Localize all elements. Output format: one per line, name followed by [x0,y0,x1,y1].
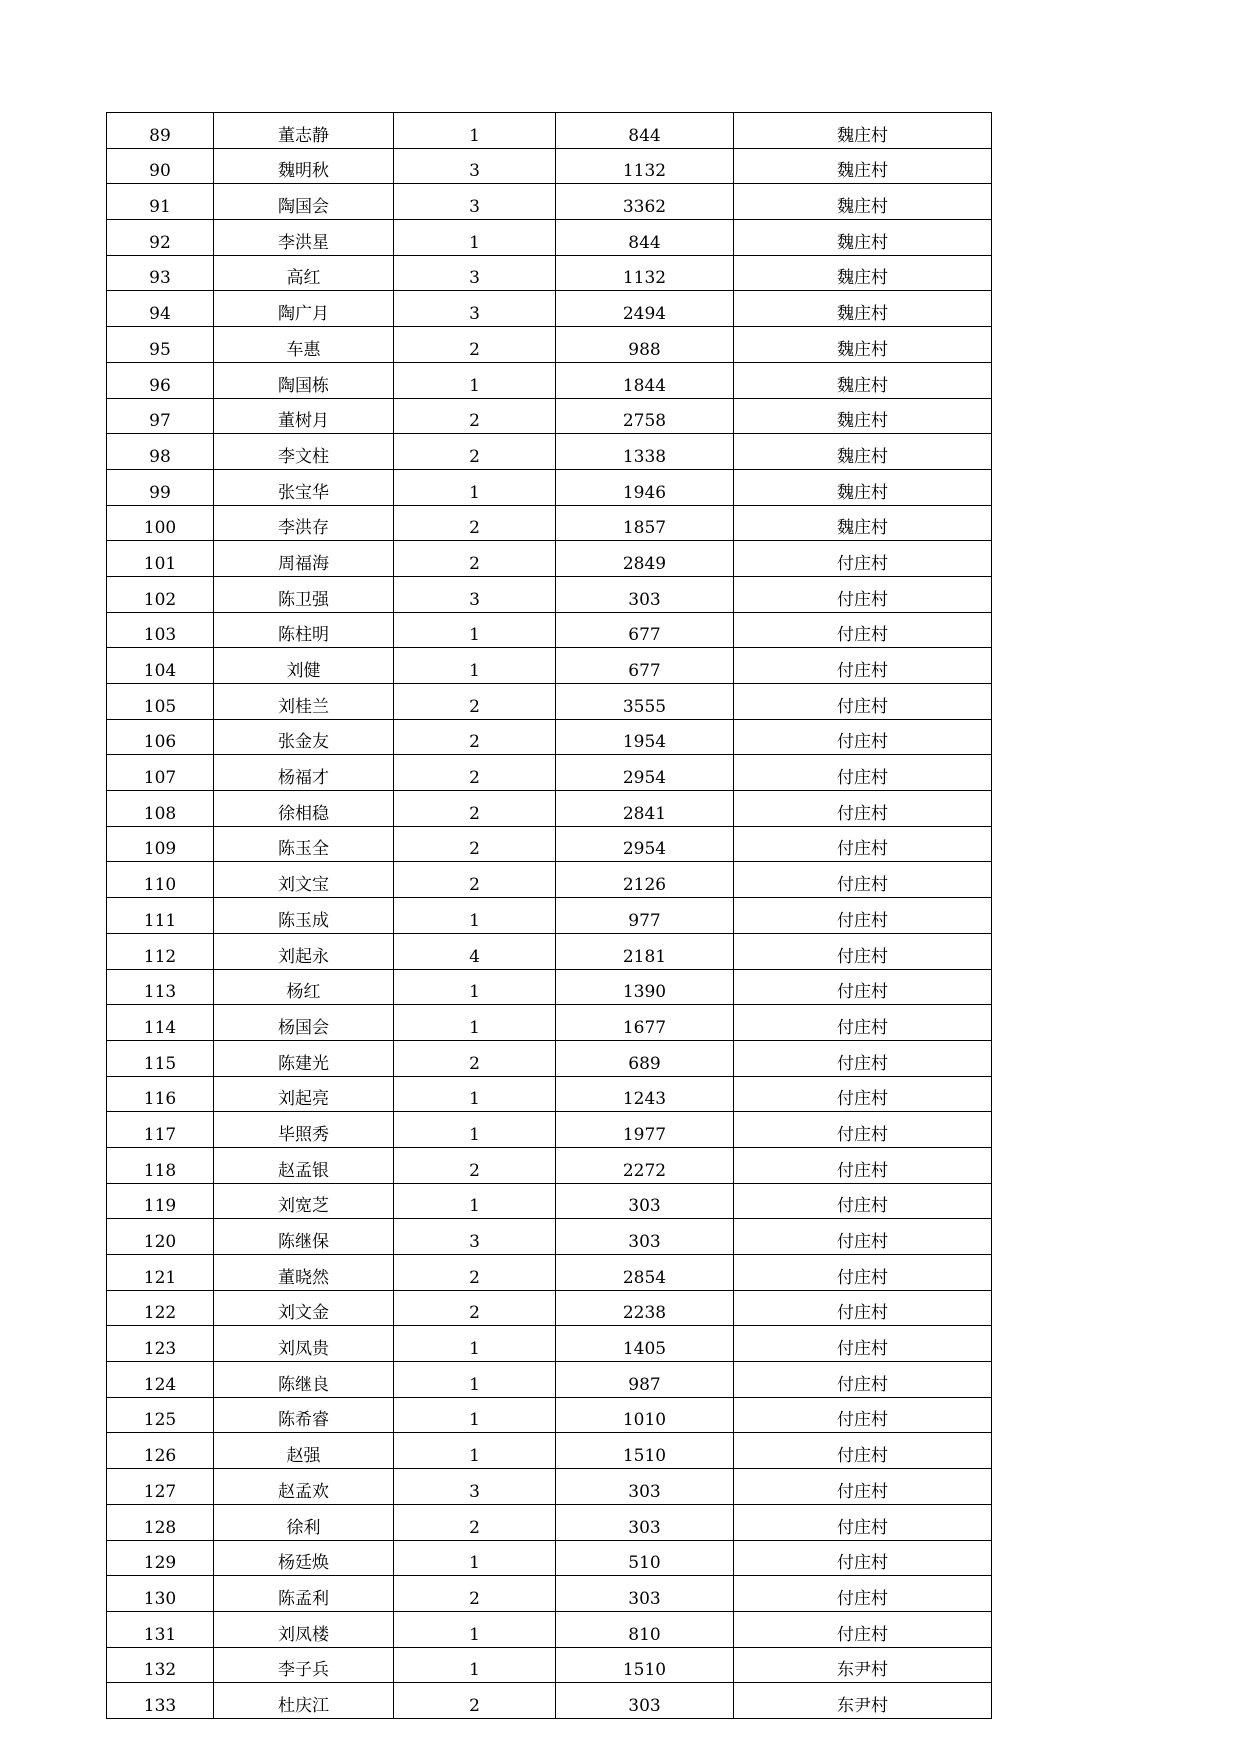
row-number-cell: 101 [107,541,214,577]
village-cell: 付庄村 [734,1290,992,1326]
count-cell: 1 [394,1076,556,1112]
count-cell: 2 [394,755,556,791]
name-cell: 陈玉成 [214,898,394,934]
name-cell: 陈玉全 [214,826,394,862]
name-cell: 刘文宝 [214,862,394,898]
row-number-cell: 91 [107,184,214,220]
village-cell: 魏庄村 [734,434,992,470]
village-cell: 付庄村 [734,1255,992,1291]
village-cell: 魏庄村 [734,255,992,291]
row-number-cell: 105 [107,684,214,720]
row-number-cell: 98 [107,434,214,470]
name-cell: 徐利 [214,1504,394,1540]
name-cell: 李文柱 [214,434,394,470]
name-cell: 刘宽芝 [214,1183,394,1219]
row-number-cell: 113 [107,969,214,1005]
name-cell: 赵孟欢 [214,1469,394,1505]
village-cell: 东尹村 [734,1647,992,1683]
amount-cell: 303 [556,1683,734,1719]
table-row [107,362,992,398]
table-row [107,1362,992,1398]
count-cell: 2 [394,1255,556,1291]
count-cell: 1 [394,1112,556,1148]
name-cell: 杨廷焕 [214,1540,394,1576]
name-cell: 陶国栋 [214,362,394,398]
table-row [107,184,992,220]
amount-cell: 1946 [556,469,734,505]
name-cell: 董志静 [214,113,394,149]
amount-cell: 1844 [556,362,734,398]
count-cell: 3 [394,1219,556,1255]
village-cell: 付庄村 [734,541,992,577]
village-cell: 付庄村 [734,755,992,791]
table-row [107,933,992,969]
amount-cell: 689 [556,1040,734,1076]
village-cell: 魏庄村 [734,362,992,398]
row-number-cell: 114 [107,1005,214,1041]
row-number-cell: 102 [107,576,214,612]
row-number-cell: 117 [107,1112,214,1148]
count-cell: 3 [394,184,556,220]
table-row [107,327,992,363]
row-number-cell: 92 [107,220,214,256]
count-cell: 2 [394,684,556,720]
amount-cell: 844 [556,113,734,149]
amount-cell: 2272 [556,1147,734,1183]
village-cell: 付庄村 [734,862,992,898]
amount-cell: 677 [556,612,734,648]
table-row [107,148,992,184]
count-cell: 1 [394,1540,556,1576]
count-cell: 2 [394,1504,556,1540]
table-row [107,612,992,648]
table-row [107,1576,992,1612]
village-cell: 付庄村 [734,1005,992,1041]
table-row [107,1005,992,1041]
amount-cell: 1405 [556,1326,734,1362]
count-cell: 2 [394,791,556,827]
village-cell: 魏庄村 [734,327,992,363]
name-cell: 毕照秀 [214,1112,394,1148]
table-row [107,1611,992,1647]
name-cell: 陈建光 [214,1040,394,1076]
amount-cell: 1132 [556,148,734,184]
village-cell: 付庄村 [734,1469,992,1505]
amount-cell: 2954 [556,826,734,862]
village-cell: 付庄村 [734,898,992,934]
name-cell: 赵强 [214,1433,394,1469]
count-cell: 1 [394,220,556,256]
row-number-cell: 90 [107,148,214,184]
village-cell: 付庄村 [734,791,992,827]
table-row [107,969,992,1005]
row-number-cell: 103 [107,612,214,648]
village-cell: 付庄村 [734,1397,992,1433]
row-number-cell: 95 [107,327,214,363]
row-number-cell: 96 [107,362,214,398]
amount-cell: 303 [556,1183,734,1219]
village-cell: 魏庄村 [734,291,992,327]
amount-cell: 2954 [556,755,734,791]
row-number-cell: 99 [107,469,214,505]
name-cell: 刘健 [214,648,394,684]
table-row [107,434,992,470]
name-cell: 杨红 [214,969,394,1005]
village-cell: 付庄村 [734,1433,992,1469]
amount-cell: 303 [556,1504,734,1540]
table-row [107,1504,992,1540]
amount-cell: 2849 [556,541,734,577]
name-cell: 刘起亮 [214,1076,394,1112]
amount-cell: 2841 [556,791,734,827]
amount-cell: 1857 [556,505,734,541]
row-number-cell: 123 [107,1326,214,1362]
name-cell: 李洪星 [214,220,394,256]
row-number-cell: 120 [107,1219,214,1255]
table-row [107,1647,992,1683]
amount-cell: 1677 [556,1005,734,1041]
village-cell: 魏庄村 [734,505,992,541]
amount-cell: 1243 [556,1076,734,1112]
amount-cell: 988 [556,327,734,363]
amount-cell: 1977 [556,1112,734,1148]
name-cell: 陈希睿 [214,1397,394,1433]
name-cell: 张宝华 [214,469,394,505]
count-cell: 1 [394,612,556,648]
village-cell: 付庄村 [734,1040,992,1076]
name-cell: 陈柱明 [214,612,394,648]
amount-cell: 1338 [556,434,734,470]
count-cell: 4 [394,933,556,969]
amount-cell: 510 [556,1540,734,1576]
village-cell: 付庄村 [734,1362,992,1398]
row-number-cell: 115 [107,1040,214,1076]
name-cell: 李子兵 [214,1647,394,1683]
village-cell: 付庄村 [734,1504,992,1540]
table-row [107,648,992,684]
table-row [107,1112,992,1148]
table-row [107,541,992,577]
row-number-cell: 125 [107,1397,214,1433]
count-cell: 1 [394,1362,556,1398]
row-number-cell: 121 [107,1255,214,1291]
data-table [106,112,992,1719]
table-row [107,291,992,327]
village-cell: 付庄村 [734,1540,992,1576]
table-row [107,826,992,862]
table-row [107,1076,992,1112]
row-number-cell: 116 [107,1076,214,1112]
village-cell: 付庄村 [734,969,992,1005]
amount-cell: 303 [556,1469,734,1505]
row-number-cell: 89 [107,113,214,149]
amount-cell: 844 [556,220,734,256]
row-number-cell: 131 [107,1611,214,1647]
village-cell: 魏庄村 [734,398,992,434]
count-cell: 3 [394,1469,556,1505]
amount-cell: 1390 [556,969,734,1005]
name-cell: 刘凤楼 [214,1611,394,1647]
village-cell: 付庄村 [734,719,992,755]
count-cell: 1 [394,1433,556,1469]
table-row [107,862,992,898]
name-cell: 董晓然 [214,1255,394,1291]
table-row [107,1290,992,1326]
row-number-cell: 111 [107,898,214,934]
table-row [107,1683,992,1719]
name-cell: 高红 [214,255,394,291]
village-cell: 付庄村 [734,684,992,720]
table-row [107,1469,992,1505]
village-cell: 付庄村 [734,648,992,684]
name-cell: 刘凤贵 [214,1326,394,1362]
count-cell: 1 [394,1005,556,1041]
name-cell: 杨福才 [214,755,394,791]
count-cell: 1 [394,113,556,149]
village-cell: 付庄村 [734,1076,992,1112]
count-cell: 2 [394,719,556,755]
row-number-cell: 108 [107,791,214,827]
name-cell: 杜庆江 [214,1683,394,1719]
count-cell: 2 [394,327,556,363]
count-cell: 1 [394,898,556,934]
count-cell: 2 [394,1040,556,1076]
amount-cell: 3362 [556,184,734,220]
row-number-cell: 112 [107,933,214,969]
count-cell: 3 [394,255,556,291]
village-cell: 付庄村 [734,1326,992,1362]
name-cell: 车惠 [214,327,394,363]
name-cell: 陶国会 [214,184,394,220]
count-cell: 2 [394,1683,556,1719]
village-cell: 魏庄村 [734,220,992,256]
count-cell: 1 [394,1183,556,1219]
count-cell: 2 [394,1147,556,1183]
name-cell: 刘起永 [214,933,394,969]
count-cell: 2 [394,1290,556,1326]
table-row [107,1397,992,1433]
village-cell: 魏庄村 [734,148,992,184]
row-number-cell: 122 [107,1290,214,1326]
name-cell: 刘桂兰 [214,684,394,720]
row-number-cell: 129 [107,1540,214,1576]
village-cell: 付庄村 [734,1183,992,1219]
village-cell: 东尹村 [734,1683,992,1719]
count-cell: 2 [394,862,556,898]
table-row [107,791,992,827]
name-cell: 周福海 [214,541,394,577]
table-row [107,255,992,291]
count-cell: 3 [394,148,556,184]
count-cell: 1 [394,1647,556,1683]
village-cell: 魏庄村 [734,184,992,220]
count-cell: 1 [394,1326,556,1362]
amount-cell: 987 [556,1362,734,1398]
village-cell: 付庄村 [734,1219,992,1255]
count-cell: 3 [394,291,556,327]
village-cell: 付庄村 [734,1611,992,1647]
village-cell: 付庄村 [734,1147,992,1183]
row-number-cell: 130 [107,1576,214,1612]
amount-cell: 1954 [556,719,734,755]
amount-cell: 2181 [556,933,734,969]
table-row [107,505,992,541]
table-row [107,113,992,149]
amount-cell: 2854 [556,1255,734,1291]
name-cell: 董树月 [214,398,394,434]
count-cell: 2 [394,1576,556,1612]
table-row [107,898,992,934]
row-number-cell: 100 [107,505,214,541]
table-row [107,576,992,612]
row-number-cell: 109 [107,826,214,862]
table-row [107,1219,992,1255]
table-row [107,220,992,256]
count-cell: 1 [394,648,556,684]
name-cell: 陈继保 [214,1219,394,1255]
village-cell: 付庄村 [734,576,992,612]
table-row [107,1147,992,1183]
table-row [107,1326,992,1362]
row-number-cell: 118 [107,1147,214,1183]
village-cell: 付庄村 [734,1112,992,1148]
row-number-cell: 106 [107,719,214,755]
name-cell: 陈孟利 [214,1576,394,1612]
village-cell: 付庄村 [734,933,992,969]
amount-cell: 810 [556,1611,734,1647]
table-row [107,1255,992,1291]
count-cell: 1 [394,969,556,1005]
table-row [107,719,992,755]
count-cell: 2 [394,434,556,470]
row-number-cell: 110 [107,862,214,898]
count-cell: 2 [394,826,556,862]
village-cell: 付庄村 [734,1576,992,1612]
row-number-cell: 93 [107,255,214,291]
village-cell: 付庄村 [734,826,992,862]
row-number-cell: 127 [107,1469,214,1505]
row-number-cell: 124 [107,1362,214,1398]
name-cell: 杨国会 [214,1005,394,1041]
name-cell: 张金友 [214,719,394,755]
village-cell: 魏庄村 [734,469,992,505]
amount-cell: 977 [556,898,734,934]
name-cell: 陈继良 [214,1362,394,1398]
name-cell: 徐相稳 [214,791,394,827]
amount-cell: 1510 [556,1433,734,1469]
name-cell: 赵孟银 [214,1147,394,1183]
amount-cell: 303 [556,1576,734,1612]
amount-cell: 2758 [556,398,734,434]
table-row [107,398,992,434]
row-number-cell: 128 [107,1504,214,1540]
table-row [107,755,992,791]
name-cell: 李洪存 [214,505,394,541]
table-row [107,1540,992,1576]
table-body [107,113,992,1719]
count-cell: 2 [394,541,556,577]
village-cell: 魏庄村 [734,113,992,149]
count-cell: 1 [394,1397,556,1433]
amount-cell: 2126 [556,862,734,898]
amount-cell: 677 [556,648,734,684]
amount-cell: 2238 [556,1290,734,1326]
amount-cell: 1010 [556,1397,734,1433]
count-cell: 1 [394,469,556,505]
count-cell: 1 [394,362,556,398]
row-number-cell: 119 [107,1183,214,1219]
amount-cell: 1132 [556,255,734,291]
row-number-cell: 133 [107,1683,214,1719]
count-cell: 1 [394,1611,556,1647]
village-cell: 付庄村 [734,612,992,648]
amount-cell: 3555 [556,684,734,720]
row-number-cell: 104 [107,648,214,684]
table-row [107,1183,992,1219]
row-number-cell: 97 [107,398,214,434]
count-cell: 2 [394,398,556,434]
amount-cell: 2494 [556,291,734,327]
name-cell: 魏明秋 [214,148,394,184]
table-row [107,469,992,505]
amount-cell: 1510 [556,1647,734,1683]
row-number-cell: 132 [107,1647,214,1683]
name-cell: 刘文金 [214,1290,394,1326]
row-number-cell: 107 [107,755,214,791]
count-cell: 2 [394,505,556,541]
row-number-cell: 126 [107,1433,214,1469]
name-cell: 陈卫强 [214,576,394,612]
table-row [107,684,992,720]
name-cell: 陶广月 [214,291,394,327]
amount-cell: 303 [556,576,734,612]
table-row [107,1433,992,1469]
amount-cell: 303 [556,1219,734,1255]
row-number-cell: 94 [107,291,214,327]
count-cell: 3 [394,576,556,612]
table-row [107,1040,992,1076]
